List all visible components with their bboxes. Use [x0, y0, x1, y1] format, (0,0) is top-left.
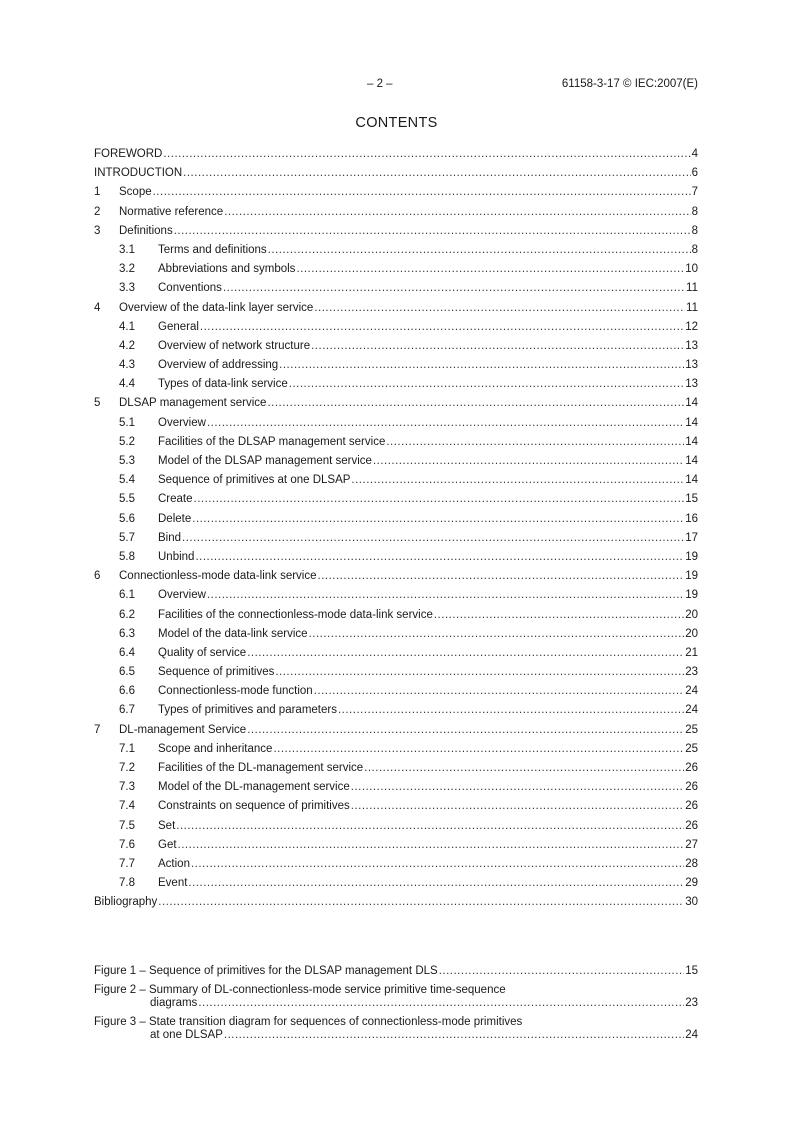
toc-entry-title: DL-management Service — [119, 723, 247, 736]
toc-entry-number: 7.6 — [119, 838, 135, 851]
toc-entry-number: 1 — [94, 186, 101, 199]
toc-entry-title: Unbind — [158, 550, 195, 563]
toc-entry-number: 5 — [94, 397, 101, 410]
toc-entry[interactable] — [94, 300, 698, 319]
toc-entry[interactable] — [119, 875, 698, 894]
toc-entry-title: Bind — [158, 531, 182, 544]
toc-entry-title: Event — [158, 877, 188, 890]
dot-leader — [273, 741, 684, 757]
toc-entry-page: 11 — [686, 301, 698, 314]
toc-entry[interactable] — [119, 760, 698, 779]
toc-entry-number: 6 — [94, 570, 101, 583]
toc-entry-title: DLSAP management service — [119, 397, 267, 410]
dot-leader — [194, 491, 685, 507]
toc-entry[interactable] — [119, 511, 698, 530]
toc-entry-title: Quality of service — [158, 646, 247, 659]
dot-leader — [434, 607, 684, 623]
figure-entry[interactable] — [94, 1016, 698, 1042]
toc-entry-title: Facilities of the DLSAP management service — [158, 435, 386, 448]
toc-entry-page: 30 — [685, 896, 698, 909]
toc-entry-number: 2 — [94, 205, 101, 218]
toc-entry-title: Connectionless-mode data-link service — [119, 570, 317, 583]
toc-entry-title: Overview — [158, 416, 206, 429]
toc-entry-page: 28 — [685, 857, 698, 870]
dot-leader — [314, 683, 685, 699]
toc-entry-page: 26 — [685, 819, 698, 832]
toc-entry-page: 13 — [685, 378, 698, 391]
toc-entry-number: 5.1 — [119, 416, 135, 429]
toc-entry-title: Types of data-link service — [158, 378, 288, 391]
toc-entry-page: 13 — [685, 339, 698, 352]
dot-leader — [174, 223, 691, 239]
toc-entry-number: 7.1 — [119, 742, 135, 755]
toc-entry-title: FOREWORD — [94, 148, 163, 160]
figure-entry-title-cont: diagrams — [150, 997, 198, 1009]
toc-entry[interactable] — [94, 223, 698, 242]
toc-entry-number: 6.1 — [119, 589, 135, 602]
toc-entry[interactable] — [94, 204, 698, 223]
toc-entry-number: 7.5 — [119, 819, 135, 832]
toc-entry-number: 4.2 — [119, 339, 135, 352]
toc-entry-page: 15 — [685, 493, 698, 506]
toc-entry[interactable] — [119, 798, 698, 817]
toc-entry-title: Facilities of the DL-management service — [158, 762, 364, 774]
toc-entry-page: 14 — [685, 416, 698, 429]
toc-entry-title: Types of primitives and parameters — [158, 704, 337, 717]
toc-entry-title: Sequence of primitives at one DLSAP — [158, 474, 351, 487]
toc-entry-page: 4 — [691, 148, 698, 160]
toc-entry-page: 24 — [685, 685, 698, 698]
toc-entry-number: 5.3 — [119, 455, 135, 467]
toc-entry[interactable] — [119, 491, 698, 510]
toc-entry[interactable] — [119, 779, 698, 798]
toc-entry-number: 6.7 — [119, 704, 135, 717]
figure-entry[interactable] — [94, 965, 698, 978]
toc-entry-page: 10 — [685, 263, 698, 276]
toc-entry[interactable] — [119, 837, 698, 856]
toc-entry-number: 3.2 — [119, 263, 135, 276]
toc-entry-title: Set — [158, 819, 176, 832]
toc-entry-page: 6 — [691, 167, 698, 180]
toc-entry-number: 7.8 — [119, 877, 135, 890]
toc-entry-page: 12 — [685, 320, 698, 333]
toc-entry[interactable] — [94, 146, 698, 165]
toc-entry-title: Terms and definitions — [158, 243, 267, 256]
toc-entry-page: 8 — [691, 224, 698, 237]
contents-title: CONTENTS — [355, 115, 438, 131]
dot-leader — [224, 204, 690, 220]
figure-entry-title: Figure 3 – State transition diagram for sequences of connectionless-mode primitives — [94, 1016, 523, 1028]
dot-leader — [191, 856, 684, 872]
toc-entry-number: 5.4 — [119, 474, 135, 487]
dot-leader — [289, 376, 684, 392]
dot-leader — [314, 300, 685, 316]
document-reference: 61158-3-17 © IEC:2007(E) — [561, 78, 698, 90]
toc-entry-page: 16 — [685, 512, 698, 525]
dot-leader — [198, 997, 684, 1010]
page-number: – 2 – — [367, 78, 393, 90]
toc-entry[interactable] — [119, 607, 698, 626]
dot-leader — [182, 530, 684, 546]
dot-leader — [158, 894, 684, 910]
dot-leader — [351, 779, 684, 795]
toc-entry-page: 19 — [685, 550, 698, 563]
toc-entry[interactable] — [119, 741, 698, 760]
toc-entry-title: General — [158, 320, 199, 333]
dot-leader — [247, 722, 684, 738]
toc-entry-number: 5.2 — [119, 435, 135, 448]
toc-entry-title: Model of the data-link service — [158, 627, 308, 640]
figure-entry-page: 24 — [685, 1029, 698, 1041]
toc-entry[interactable] — [119, 472, 698, 491]
figure-entry[interactable] — [94, 984, 698, 1010]
toc-entry-number: 5.5 — [119, 493, 135, 506]
toc-entry-page: 29 — [685, 877, 698, 890]
toc-entry[interactable] — [119, 434, 698, 453]
toc-entry-title: INTRODUCTION — [94, 167, 183, 180]
dot-leader — [224, 1029, 684, 1042]
dot-leader — [439, 965, 685, 978]
toc-entry-title: Abbreviations and symbols — [158, 263, 296, 276]
toc-entry[interactable] — [94, 165, 698, 184]
page-header — [0, 78, 793, 94]
dot-leader — [200, 319, 684, 335]
toc-entry-title: Sequence of primitives — [158, 666, 275, 679]
toc-entry[interactable] — [119, 280, 698, 299]
toc-entry-title: Overview of addressing — [158, 359, 279, 372]
toc-entry-page: 8 — [691, 205, 698, 218]
toc-entry-page: 26 — [685, 781, 698, 794]
dot-leader — [338, 702, 684, 718]
figure-entry-title: Figure 2 – Summary of DL-connectionless-mode service primitive time-sequence — [94, 984, 506, 996]
toc-entry-number: 4.4 — [119, 378, 135, 391]
toc-entry-title: Get — [158, 838, 177, 851]
toc-entry[interactable] — [119, 683, 698, 702]
toc-entry[interactable] — [119, 415, 698, 434]
toc-entry-page: 21 — [685, 646, 698, 659]
dot-leader — [309, 626, 685, 642]
dot-leader — [207, 415, 684, 431]
toc-entry-page: 14 — [685, 435, 698, 448]
toc-entry[interactable] — [119, 242, 698, 261]
toc-entry-title: Constraints on sequence of primitives — [158, 800, 350, 813]
dot-leader — [351, 472, 684, 488]
toc-entry-page: 26 — [685, 800, 698, 813]
toc-entry-page: 23 — [685, 666, 698, 679]
toc-entry-number: 7.2 — [119, 762, 135, 774]
toc-entry-title: Scope — [119, 186, 152, 199]
toc-entry-number: 3 — [94, 224, 101, 237]
toc-entry-title: Overview of network structure — [158, 339, 311, 352]
toc-entry-title: Normative reference — [119, 205, 224, 218]
toc-entry-number: 6.5 — [119, 666, 135, 679]
toc-entry-title: Action — [158, 857, 190, 870]
dot-leader — [386, 434, 684, 450]
toc-entry-title: Create — [158, 493, 193, 506]
toc-entry[interactable] — [119, 587, 698, 606]
toc-entry-page: 25 — [685, 723, 698, 736]
dot-leader — [192, 511, 684, 527]
dot-leader — [351, 798, 684, 814]
toc-entry[interactable] — [119, 376, 698, 395]
toc-entry[interactable] — [119, 530, 698, 549]
toc-entry[interactable] — [94, 568, 698, 587]
toc-entry[interactable] — [119, 626, 698, 645]
toc-entry[interactable] — [119, 357, 698, 376]
toc-entry-number: 5.7 — [119, 531, 135, 544]
toc-entry-title: Definitions — [119, 224, 173, 237]
toc-entry-title: Conventions — [158, 282, 222, 295]
toc-entry[interactable] — [119, 338, 698, 357]
toc-entry-number: 3.1 — [119, 243, 135, 256]
toc-entry-page: 11 — [686, 282, 698, 295]
toc-entry-number: 6.6 — [119, 685, 135, 698]
toc-entry[interactable] — [119, 856, 698, 875]
dot-leader — [268, 242, 691, 258]
dot-leader — [247, 645, 684, 661]
toc-entry[interactable] — [94, 395, 698, 414]
toc-entry-title: Bibliography — [94, 896, 158, 909]
toc-entry-number: 4 — [94, 301, 101, 314]
toc-entry-page: 13 — [685, 359, 698, 372]
dot-leader — [188, 875, 684, 891]
toc-entry-page: 14 — [685, 455, 698, 467]
toc-entry-number: 6.3 — [119, 627, 135, 640]
dot-leader — [178, 837, 685, 853]
dot-leader — [364, 760, 684, 776]
toc-entry-number: 6.4 — [119, 646, 135, 659]
toc-entry-page: 26 — [685, 762, 698, 774]
toc-entry-title: Model of the DL-management service — [158, 781, 350, 794]
toc-entry-title: Connectionless-mode function — [158, 685, 313, 698]
toc-entry-page: 20 — [685, 627, 698, 640]
toc-entry[interactable] — [119, 702, 698, 721]
dot-leader — [223, 280, 685, 296]
toc-entry-number: 7.4 — [119, 800, 135, 813]
toc-entry-title: Scope and inheritance — [158, 742, 273, 755]
toc-entry[interactable] — [119, 319, 698, 338]
figure-entry-page: 15 — [685, 965, 698, 977]
toc-entry-page: 20 — [685, 608, 698, 621]
toc-entry-number: 7 — [94, 723, 101, 736]
toc-entry-title: Overview of the data-link layer service — [119, 301, 314, 314]
toc-entry-page: 24 — [685, 704, 698, 717]
toc-entry[interactable] — [119, 818, 698, 837]
toc-entry[interactable] — [119, 645, 698, 664]
toc-entry[interactable] — [119, 664, 698, 683]
toc-entry-number: 6.2 — [119, 608, 135, 621]
toc-entry[interactable] — [119, 261, 698, 280]
toc-entry-page: 17 — [685, 531, 698, 544]
toc-entry-number: 7.3 — [119, 781, 135, 794]
list-of-figures — [94, 965, 698, 1048]
dot-leader — [153, 184, 691, 200]
dot-leader — [275, 664, 684, 680]
toc-entry-page: 14 — [685, 474, 698, 487]
toc-entry-number: 7.7 — [119, 857, 135, 870]
figure-entry-title: Figure 1 – Sequence of primitives for the DLSAP management DLS — [94, 965, 438, 977]
toc-entry-title: Overview — [158, 589, 206, 602]
toc-entry-number: 5.6 — [119, 512, 135, 525]
toc-entry-page: 19 — [685, 570, 698, 583]
dot-leader — [311, 338, 684, 354]
toc-entry[interactable] — [94, 722, 698, 741]
toc-entry-page: 19 — [685, 589, 698, 602]
toc-entry[interactable] — [94, 184, 698, 203]
table-of-contents — [94, 146, 698, 914]
toc-entry-title: Model of the DLSAP management service — [158, 455, 372, 467]
dot-leader — [267, 395, 684, 411]
toc-entry-number: 4.1 — [119, 320, 135, 333]
dot-leader — [279, 357, 684, 373]
toc-entry[interactable] — [119, 549, 698, 568]
dot-leader — [163, 146, 690, 162]
dot-leader — [318, 568, 685, 584]
toc-entry-page: 27 — [685, 838, 698, 851]
toc-entry-number: 3.3 — [119, 282, 135, 295]
toc-entry-number: 4.3 — [119, 359, 135, 372]
toc-entry[interactable] — [119, 453, 698, 472]
dot-leader — [296, 261, 684, 277]
figure-entry-page: 23 — [685, 997, 698, 1009]
toc-entry-page: 14 — [685, 397, 698, 410]
dot-leader — [176, 818, 684, 834]
figure-entry-title-cont: at one DLSAP — [150, 1029, 223, 1041]
dot-leader — [195, 549, 684, 565]
dot-leader — [183, 165, 690, 181]
toc-entry-page: 7 — [691, 186, 698, 199]
toc-entry-title: Facilities of the connectionless-mode data-link service — [158, 608, 433, 621]
toc-entry-title: Delete — [158, 512, 192, 525]
toc-entry[interactable] — [94, 894, 698, 913]
toc-entry-page: 25 — [685, 742, 698, 755]
toc-entry-number: 5.8 — [119, 550, 135, 563]
dot-leader — [207, 587, 684, 603]
dot-leader — [373, 453, 684, 469]
toc-entry-page: 8 — [691, 243, 698, 256]
